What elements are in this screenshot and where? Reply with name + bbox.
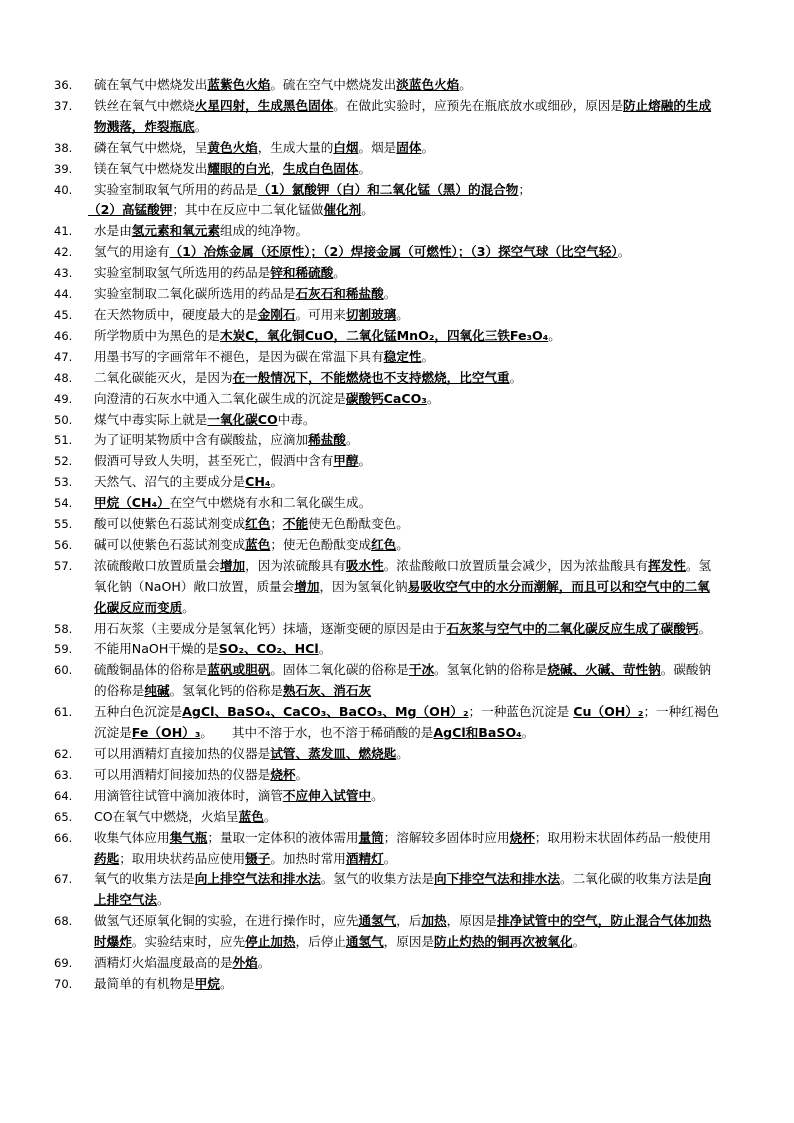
answer-text: 向下排空气法和排水法 [434,871,560,887]
item-text: 。 [421,139,435,155]
item-text: 。 [383,850,397,866]
item-text: ；使无色酚酞变成 [270,536,372,552]
list-item [54,263,720,284]
item-number: 64. [54,788,73,803]
item-number: 49. [54,391,73,406]
list-item [54,96,720,138]
answer-text: 纯碱 [144,683,170,699]
item-number: 42. [54,245,73,260]
answer-text: Cu（OH）₂ [573,704,644,720]
answer-text: 稳定性 [383,348,422,364]
item-text: 。二氧化碳的收集方法是 [559,871,699,887]
item-number: 67. [54,872,73,887]
item-text: 。 其中不溶于水，也不溶于稀硝酸的是 [200,725,434,741]
answer-text: SO₂、CO₂、HCl [218,641,319,657]
item-number: 65. [54,809,73,824]
answer-text: 蓝紫色火焰 [207,77,271,92]
answer-text: 固体 [396,139,422,155]
item-text: 。 [295,766,309,782]
list-item [54,368,720,389]
item-number: 68. [54,914,73,929]
item-text: 。 [257,955,271,971]
item-text: 硫酸铜晶体的俗称是 [94,662,208,678]
list-item [54,242,720,263]
answer-text: 蓝色 [238,808,264,824]
answer-text: 加热 [421,913,447,929]
item-text: ，原因是 [383,934,435,950]
answer-text: 防止灼热的铜再次被氧化 [434,934,573,950]
item-text: ；量取一定体积的液体需用 [207,829,359,845]
item-text: 二氧化碳能灭火，是因为 [94,369,233,385]
item-text: 酒精灯火焰温度最高的是 [94,955,233,971]
answer-text: 不能 [282,516,309,532]
item-text: 。 [345,432,359,448]
list-item [54,535,720,556]
item-text: 硫在氧气中燃烧发出 [94,77,208,92]
item-text: 。 [219,975,233,991]
list-item [54,556,720,619]
list-item [54,619,720,640]
item-text: 。 [358,160,372,176]
answer-text: 蓝色 [245,536,271,552]
answer-text: 甲烷 [194,975,220,991]
item-text: 最简单的有机物是 [94,975,195,991]
document-page [54,75,720,995]
item-text: 铁丝在氧气中燃烧 [94,97,195,113]
answer-text: 氢元素和氧元素 [131,223,220,239]
item-text: 用石灰浆（主要成分是氢氧化钙）抹墙，逐渐变硬的原因是由于 [94,620,447,636]
item-text: 。 [521,725,535,741]
item-text: 。加热时常用 [270,850,346,866]
list-item [54,514,720,535]
item-text: 。氢氧化钠的俗称是 [434,662,548,678]
item-text: 假酒可导致人失明，甚至死亡，假酒中含有 [94,453,334,469]
item-text: ；其中在反应中二氧化锰做 [172,202,324,218]
list-item [54,180,720,201]
item-text: 。 [358,453,372,469]
item-text: ；一种蓝色沉淀是 [468,704,574,720]
list-item [54,347,720,368]
answer-text: 酒精灯 [345,850,384,866]
answer-text: 外焰 [232,955,258,971]
list-item [54,639,720,660]
item-text: CO在氧气中燃烧，火焰呈 [94,808,239,824]
answer-text: 白烟 [333,139,359,155]
item-number: 53. [54,475,73,490]
item-text: 做氢气还原氧化铜的实验，在进行操作时，应先 [94,913,359,929]
answer-text: 向上排空气法 [94,871,712,908]
list-item [54,159,720,180]
item-text: 。 [396,536,409,552]
answer-text: AgCl和BaSO₄ [433,725,522,741]
item-text: 。烟是 [358,139,397,155]
list-item [54,807,720,828]
answer-text: 易吸收空气中的水分而潮解，而且可以和空气中的二氧化碳反应而变质 [94,578,710,615]
answer-text: 甲醇 [333,453,359,469]
item-number: 52. [54,454,73,469]
answer-text: 稀盐酸 [308,432,346,448]
item-text: 镁在氧气中燃烧发出 [94,160,208,176]
answer-text: AgCl、BaSO₄、CaCO₃、BaCO₃、Mg（OH）₂ [182,704,469,720]
item-number: 45. [54,307,73,322]
item-number: 51. [54,433,73,448]
answer-text: 量筒 [358,829,384,845]
item-text: ，后停止 [295,934,346,950]
answer-text: 在一般情况下，不能燃烧也不支持燃烧，比空气重 [232,369,510,385]
item-text: 实验室制取氢气所选用的药品是 [94,265,271,281]
answer-text: 甲烷（CH₄） [94,495,170,511]
answer-text: 排净试管中的空气，防止混合气体加热时爆炸 [94,913,712,950]
item-number: 61. [54,705,73,720]
list-item [54,430,720,451]
item-text: 。 [270,474,284,490]
answer-text: 镊子 [245,850,271,866]
item-text: 。 [263,808,277,824]
item-number: 70. [54,976,73,991]
item-text: 。氢气的收集方法是 [320,871,435,887]
item-number: 39. [54,161,73,176]
item-text: 。氢氧化钙的俗称是 [169,683,283,699]
item-text: 。 [698,620,712,636]
item-number: 62. [54,747,73,761]
answer-text: 一氧化碳CO [207,411,278,427]
item-text: ；一种红褐色沉淀是 [94,704,720,741]
item-text: ，后 [396,913,422,929]
answer-text: 药匙 [94,850,120,866]
answer-text: 石灰石和稀盐酸 [295,286,384,302]
answer-text: 增加 [219,557,246,573]
list-item [54,744,720,765]
answer-text: 生成白色固体 [282,160,359,176]
answer-text: 试管、蒸发皿、燃烧匙 [270,746,397,761]
item-text: 组成的纯净物。 [219,223,309,239]
item-text: 实验室制取氧气所用的药品是 [94,181,258,197]
item-text: 中毒。 [277,411,316,427]
item-text: ； [518,181,531,197]
answer-text: 切割玻璃 [345,306,397,322]
item-text: 。 [426,390,440,406]
answer-text: 耀眼的白光 [207,160,271,176]
item-text: 。 [318,641,332,657]
item-number: 41. [54,224,73,239]
item-text: 。 [371,787,384,803]
answer-text: 红色 [245,516,271,532]
item-text: 可以用酒精灯直接加热的仪器是 [94,746,271,761]
item-number: 54. [54,496,73,511]
item-text: ， [270,160,283,176]
item-text: 。 [396,306,409,322]
answer-text: （2）高锰酸钾 [88,202,173,218]
answer-text: 防止熔融的生成物溅落，炸裂瓶底 [94,97,712,134]
item-text: 。 [572,934,586,950]
item-text: 可以用酒精灯间接加热的仪器是 [94,766,271,782]
item-text: 收集气体应用 [94,829,170,845]
item-text: 向澄清的石灰水中通入二氧化碳生成的沉淀是 [94,390,346,406]
answer-text: CH₄ [245,474,271,490]
item-number: 40. [54,182,73,197]
item-number: 69. [54,956,73,971]
item-number: 66. [54,830,73,845]
item-text: ；取用块状药品应使用 [119,850,246,866]
item-text: 实验室制取二氧化碳所选用的药品是 [94,286,296,302]
list-item [54,660,720,702]
list-item [54,75,720,96]
item-text: 使无色酚酞变色。 [308,516,409,532]
answer-text: 集气瓶 [169,829,208,845]
item-text: ，原因是 [446,913,497,929]
item-number: 56. [54,537,73,552]
item-text: 。 [421,348,435,364]
item-number: 48. [54,370,73,385]
item-text: 。 [361,202,374,218]
item-number: 46. [54,328,73,343]
answer-text: （1）氯酸钾（白）和二氧化锰（黑）的混合物 [257,181,519,197]
item-text: 不能用NaOH干燥的是 [94,641,219,657]
list-item [54,472,720,493]
item-text: 。 [459,77,472,92]
item-text: 。固体二氧化碳的俗称是 [270,662,409,678]
item-number: 37. [54,98,73,113]
list-item [54,305,720,326]
answer-text: 催化剂 [323,202,362,218]
answer-text: 熟石灰、消石灰 [282,683,372,699]
list-item [74,200,720,221]
item-text: 。浓盐酸敞口放置质量会减少，因为浓盐酸具有 [383,557,649,573]
item-text: 。实验结束时，应先 [131,934,246,950]
item-text: ，生成大量的 [257,139,334,155]
item-text: 。 [617,244,631,260]
item-text: 氧气的收集方法是 [94,871,195,887]
item-number: 57. [54,558,73,573]
item-text: 。碳酸钠的俗称是 [94,662,712,699]
list-item [54,828,720,870]
answer-text: 红色 [371,536,397,552]
answer-text: Fe（OH）₃ [131,725,201,741]
answer-text: 金刚石 [257,306,296,322]
answer-text: 向上排空气法和排水法 [194,871,321,887]
list-item [54,138,720,159]
answer-text: 石灰浆与空气中的二氧化碳反应生成了碳酸钙 [446,620,699,636]
item-number: 47. [54,349,73,364]
list-item [54,451,720,472]
answer-text: 烧杯 [509,829,535,845]
item-number: 38. [54,140,73,155]
item-text: 在天然物质中，硬度最大的是 [94,306,258,322]
item-number: 44. [54,287,73,302]
item-text: 磷在氧气中燃烧，呈 [94,139,208,155]
answer-text: （1）冶炼金属（还原性）；（2）焊接金属（可燃性）；（3）探空气球（比空气轻） [169,244,618,260]
item-text: 。氢氧化钠（NaOH）敞口放置，质量会 [94,557,712,594]
list-item [54,410,720,431]
item-text: 水是由 [94,223,132,239]
item-text: 。在做此实验时，应预先在瓶底放水或细砂，原因是 [333,97,623,113]
list-item [54,974,720,995]
item-text: 在空气中燃烧有水和二氧化碳生成。 [169,495,372,511]
item-number: 59. [54,642,73,657]
list-item [54,326,720,347]
item-text: 为了证明某物质中含有碳酸盐，应滴加 [94,432,309,448]
item-text: 。 [156,892,170,908]
list-item [54,765,720,786]
item-text: 。 [509,369,523,385]
list-item [54,493,720,514]
item-text: 。 [383,286,397,302]
answer-text: 吸水性 [345,557,384,573]
item-number: 55. [54,517,73,532]
answer-text: 淡蓝色火焰 [396,77,460,92]
answer-text: 增加 [294,578,320,594]
item-number: 60. [54,663,73,678]
list-item [54,786,720,807]
item-text: ； [270,516,283,532]
item-number: 63. [54,767,73,782]
answer-text: 木炭C，氧化铜CuO，二氧化锰MnO₂，四氧化三铁Fe₃O₄ [219,327,549,343]
list-item [54,221,720,242]
item-text: 。 [182,599,195,615]
answer-text: 黄色火焰 [207,139,258,155]
item-text: 五种白色沉淀是 [94,704,183,720]
item-text: 酸可以使紫色石蕊试剂变成 [94,516,246,532]
item-text: 。 [548,327,561,343]
answer-text: 火星四射，生成黑色固体 [194,97,334,113]
item-number: 58. [54,621,73,636]
answer-text: 烧杯 [270,766,296,782]
item-text: ；溶解较多固体时应用 [383,829,510,845]
item-text: 煤气中毒实际上就是 [94,411,208,427]
item-text: ；取用粉末状固体药品一般使用 [534,829,712,845]
item-text: 用滴管往试管中滴加液体时，滴管 [94,787,283,803]
item-text: 浓硫酸敞口放置质量会 [94,557,220,573]
item-text: 。可用来 [295,306,346,322]
answer-text: 通氢气 [358,913,397,929]
answer-text: 干冰 [408,662,435,678]
item-text: 碱可以使紫色石蕊试剂变成 [94,536,246,552]
answer-text: 碳酸钙CaCO₃ [345,390,427,406]
item-text: 。硫在空气中燃烧发出 [270,77,397,92]
item-number: 43. [54,266,73,281]
list-item [54,284,720,305]
item-text: 天然气、沼气的主要成分是 [94,474,246,490]
answer-text: 蓝矾或胆矾 [207,662,271,678]
item-text: 。 [333,265,346,281]
answer-text: 烧碱、火碱、苛性钠 [547,662,661,678]
answer-text: 不应伸入试管中 [282,787,372,803]
answer-text: 通氢气 [345,934,384,950]
list-item [54,953,720,974]
item-text: ，因为氢氧化钠 [319,578,408,594]
item-text: 。 [194,118,208,134]
answer-text: 停止加热 [245,934,296,950]
item-number: 36. [54,78,73,92]
list-item [54,869,720,911]
list-item [54,389,720,410]
item-text: ，因为浓硫酸具有 [245,557,346,573]
item-number: 50. [54,412,73,427]
item-text: 用墨书写的字画常年不褪色，是因为碳在常温下具有 [94,348,384,364]
answer-text: 锌和稀硫酸 [270,265,334,281]
answer-text: 挥发性 [648,557,686,573]
list-item [54,911,720,953]
item-text: 。 [396,746,409,761]
list-item [54,702,720,744]
item-text: 所学物质中为黑色的是 [94,327,220,343]
item-text: 氢气的用途有 [94,244,170,260]
